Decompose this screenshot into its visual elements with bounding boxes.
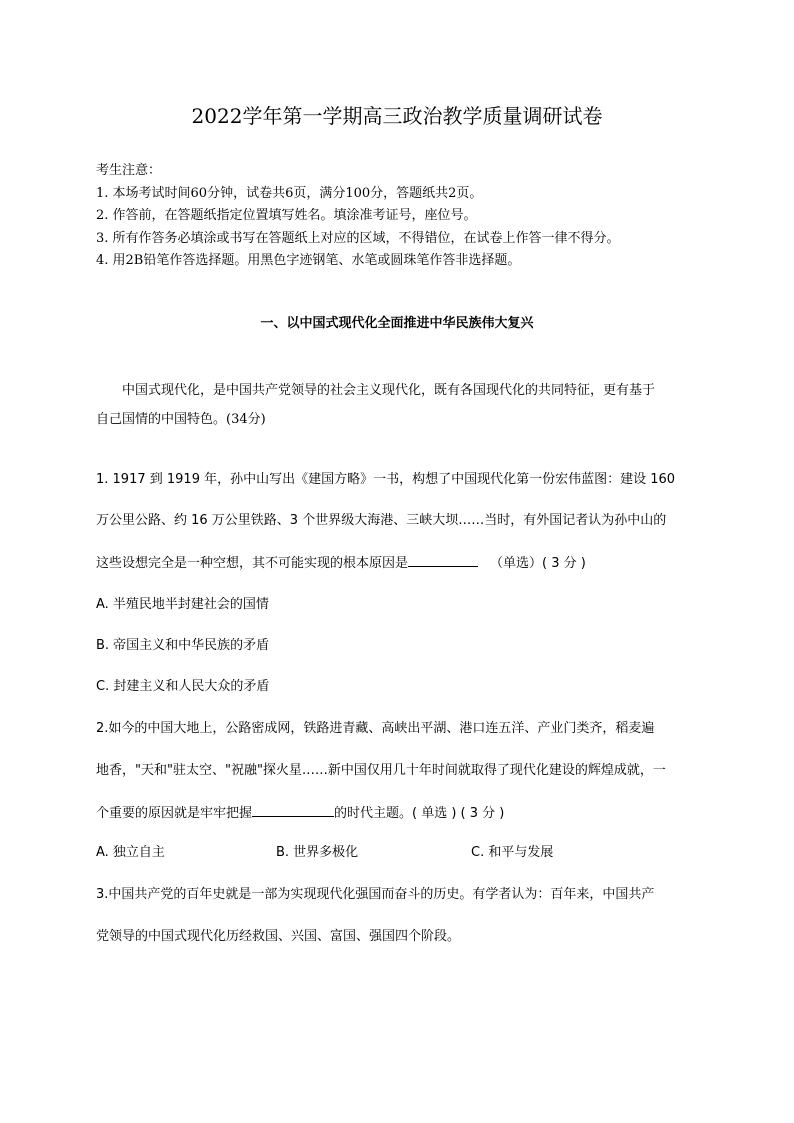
q1-option: B. 帝国主义和中华民族的矛盾	[96, 638, 270, 653]
intro-line: 中国式现代化，是中国共产党领导的社会主义现代化，既有各国现代化的共同特征，更有基于	[122, 383, 656, 398]
q1-option: C. 封建主义和人民大众的矛盾	[96, 679, 270, 694]
intro-line: 自己国情的中国特色。(34分)	[96, 412, 266, 427]
q2-option: A. 独立自主	[96, 845, 165, 860]
q1-type-score: （单选）( 3 分 )	[490, 556, 586, 571]
notes-item: 3. 所有作答务必填涂或书写在答题纸上对应的区域，不得错位，在试卷上作答一律不得分。	[96, 230, 620, 246]
q1-text-line: 1. 1917 到 1919 年，孙中山写出《建国方略》一书，构想了中国现代化第一份宏伟蓝图：建设 160	[96, 472, 676, 487]
q2-answer-blank	[252, 802, 334, 817]
notes-item: 4. 用2B铅笔作答选择题。用黑色字迹钢笔、水笔或圆珠笔作答非选择题。	[96, 253, 521, 268]
q3-text-line: 3.中国共产党的百年史就是一部为实现现代化强国而奋斗的历史。有学者认为：百年来，中国共产	[96, 887, 655, 902]
q3-text-line: 党领导的中国式现代化历经救国、兴国、富国、强国四个阶段。	[96, 929, 461, 944]
q2-option: C. 和平与发展	[471, 845, 554, 860]
q2-text-line: 地香，"天和"驻太空、"祝融"探火星……新中国仅用几十年时间就取得了现代化建设的辉煌成就，一	[96, 763, 666, 778]
notes-item: 2. 作答前，在答题纸指定位置填写姓名。填涂准考证号，座位号。	[96, 208, 477, 223]
notes-item: 1. 本场考试时间60分钟，试卷共6页，满分100分，答题纸共2页。	[96, 185, 483, 201]
page-title: 2022学年第一学期高三政治教学质量调研试卷	[191, 104, 603, 128]
q2-text-line	[96, 802, 504, 824]
q1-text-line	[96, 552, 586, 574]
q1-option: A. 半殖民地半封建社会的国情	[96, 597, 269, 612]
q2-text-line: 2.如今的中国大地上，公路密成网，铁路进青藏、高峡出平湖、港口连五洋、产业门类齐，稻麦遍	[96, 721, 655, 736]
q2-options-row	[96, 843, 553, 863]
notes-heading: 考生注意：	[96, 163, 162, 178]
q2-type-score: 的时代主题。( 单选 ) ( 3 分 )	[334, 806, 505, 821]
q2-stem-text: 个重要的原因就是牢牢把握	[96, 806, 253, 821]
q1-stem-text: 这些设想完全是一种空想，其不可能实现的根本原因是	[96, 556, 409, 571]
section-intro	[96, 376, 698, 434]
exam-notes	[96, 160, 620, 273]
section-heading: 一、以中国式现代化全面推进中华民族伟大复兴	[260, 316, 534, 331]
q1-answer-blank	[408, 552, 478, 567]
q1-text-line: 万公里公路、约 16 万公里铁路、3 个世界级大海港、三峡大坝……当时，有外国记者认为孙中山的	[96, 513, 667, 528]
q2-option: B. 世界多极化	[276, 845, 359, 860]
